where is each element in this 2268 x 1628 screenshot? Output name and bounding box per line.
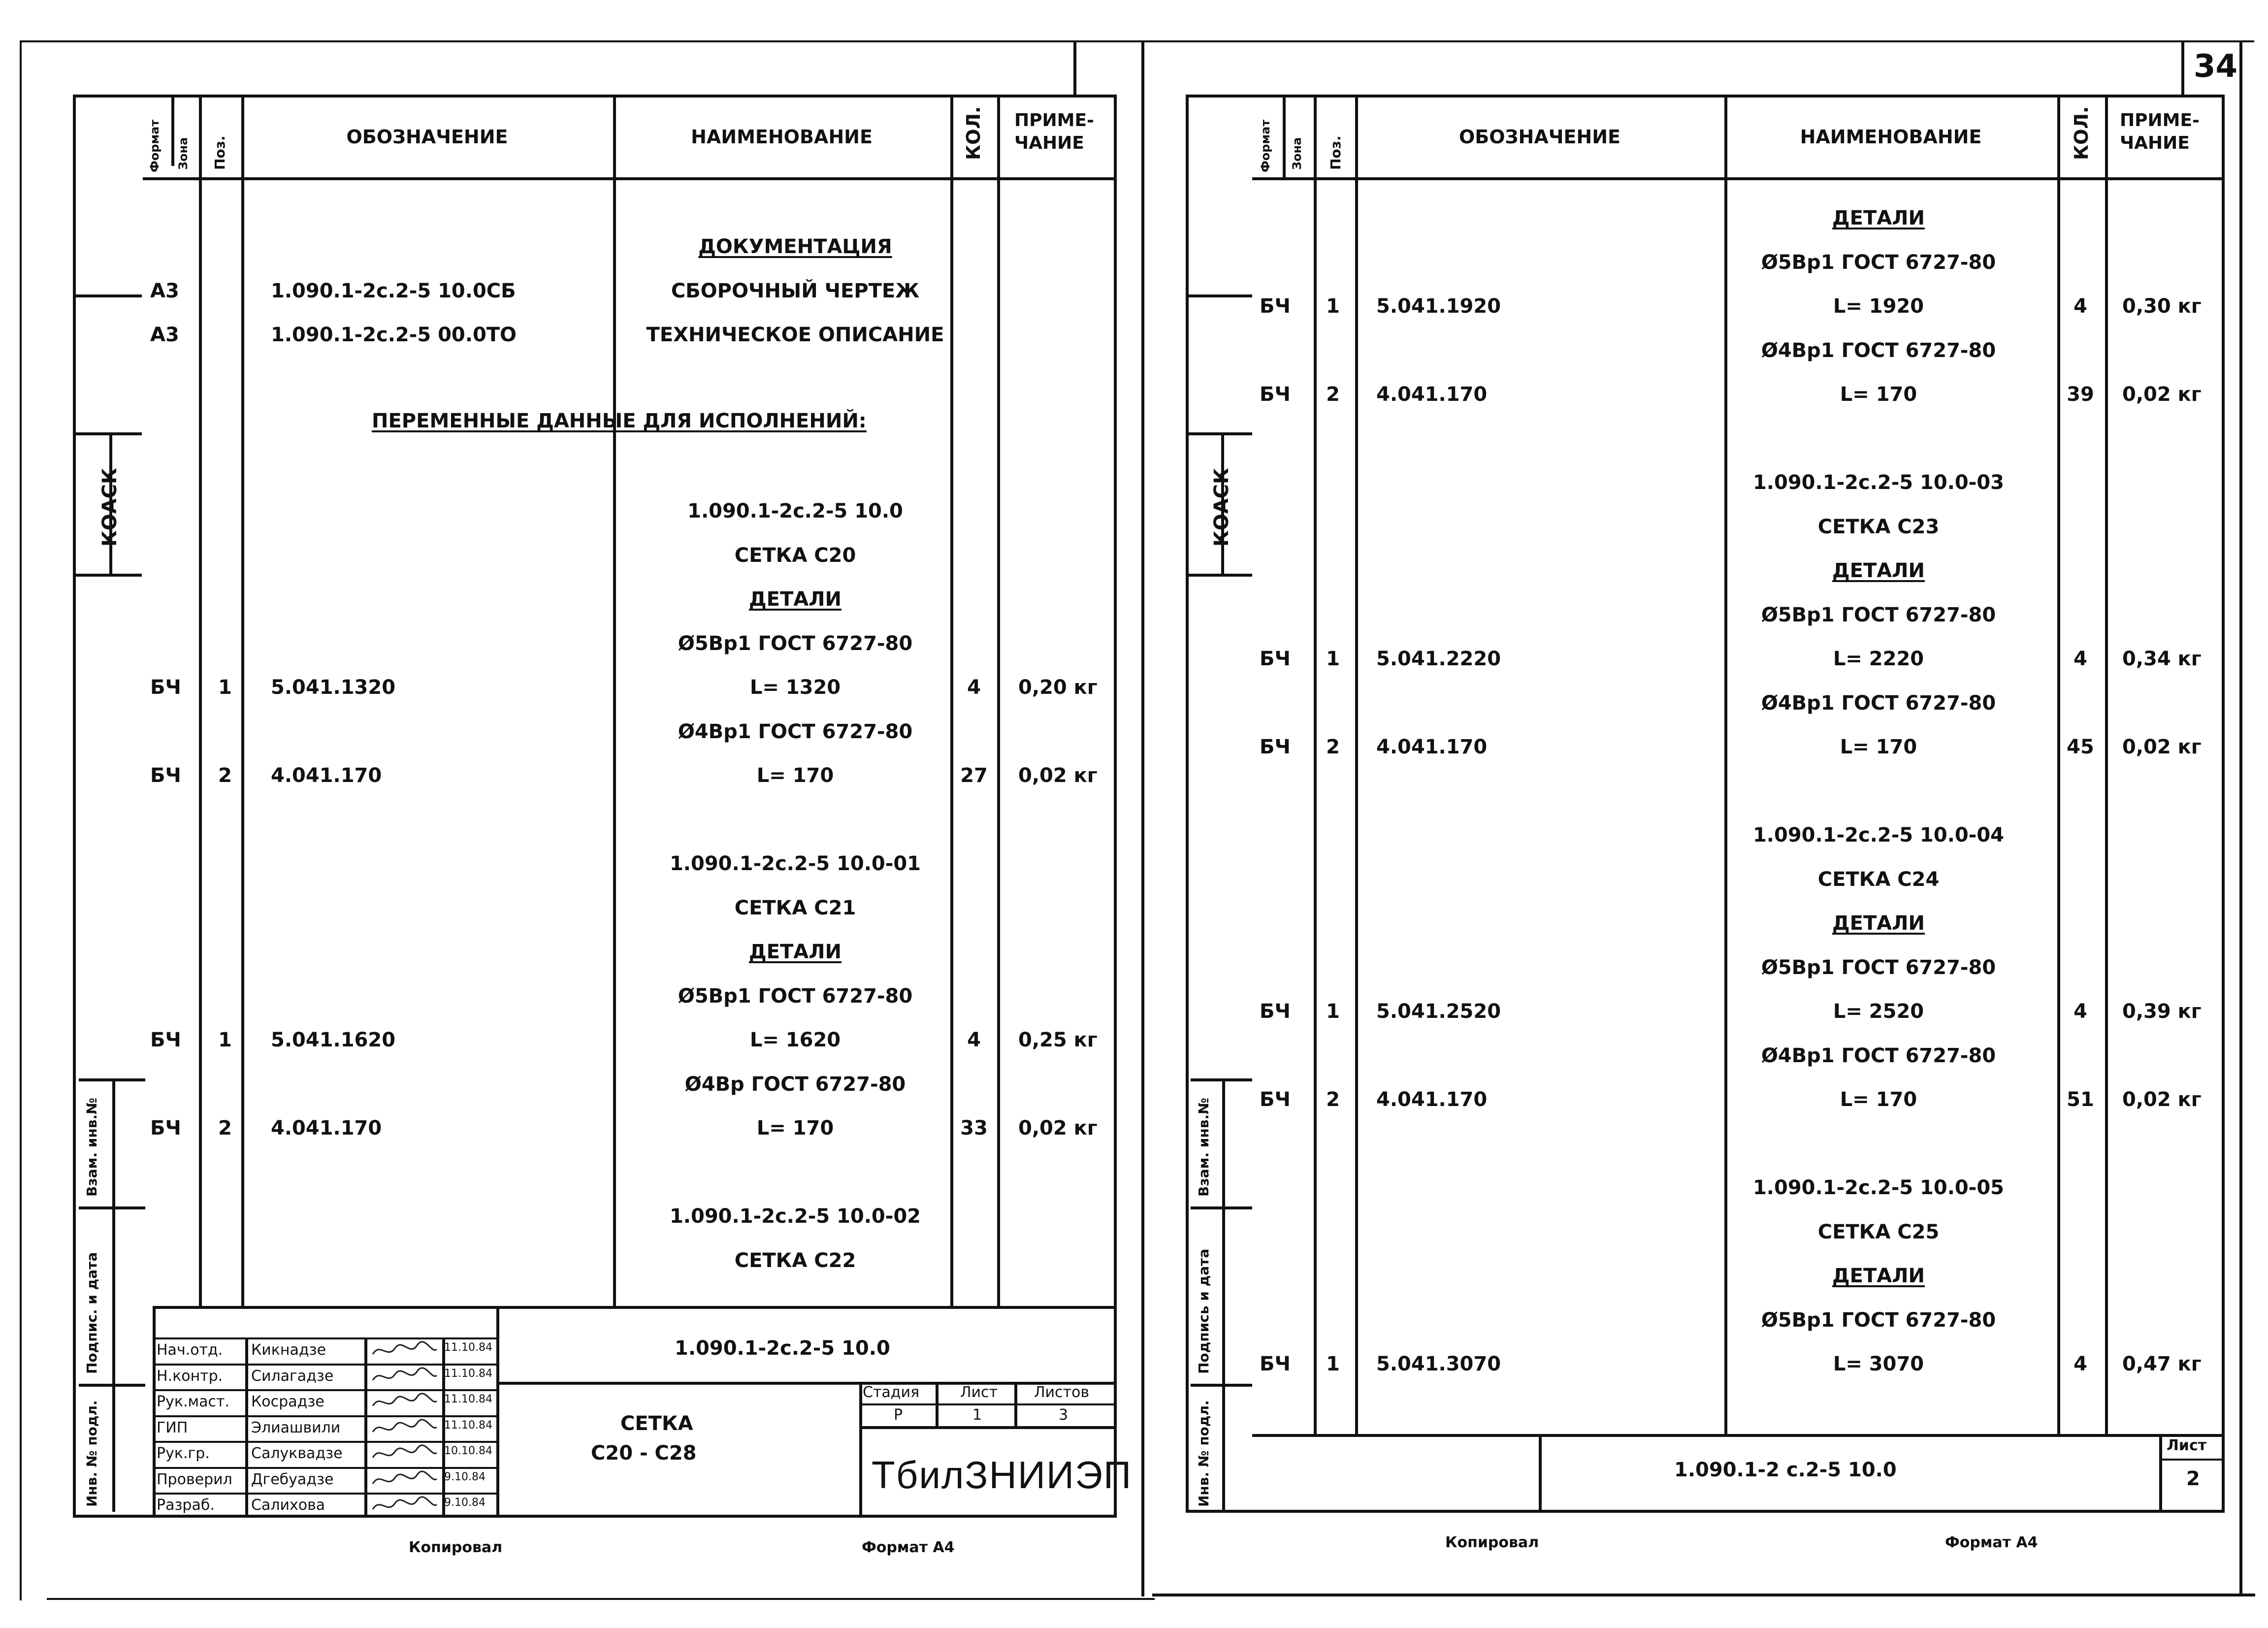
stamp-row-line: [153, 1467, 496, 1469]
row-quantity: 27: [960, 764, 988, 787]
row-name: L= 1320: [749, 676, 841, 699]
stamp-date: 9.10.84: [444, 1470, 486, 1483]
col-line: [1283, 95, 1286, 177]
stamp-sheet-label: Лист: [960, 1384, 998, 1401]
stamp-name: Силагадзе: [251, 1367, 334, 1385]
row-position: 2: [1326, 736, 1340, 758]
header-format: Формат: [148, 119, 162, 172]
stamp-date: 11.10.84: [444, 1341, 492, 1354]
row-name: Ø5Вр1 ГОСТ 6727-80: [1761, 603, 1996, 626]
stamp-sheets: 3: [1059, 1406, 1069, 1424]
header-note: [2120, 109, 2200, 155]
row-name: ДЕТАЛИ: [1832, 559, 1925, 582]
row-designation: 5.041.1620: [271, 1029, 396, 1051]
row-position: 1: [218, 676, 232, 699]
row-name: ДЕТАЛИ: [749, 941, 842, 963]
row-name: L= 170: [1840, 383, 1917, 406]
stamp-role: Проверил: [157, 1470, 232, 1488]
stamp-name: Салуквадзе: [251, 1445, 343, 1462]
row-quantity: 45: [2067, 736, 2094, 758]
row-position: 1: [218, 1029, 232, 1051]
row-name: Ø5Вр1 ГОСТ 6727-80: [1761, 251, 1996, 274]
right-stamp-sheet-label: Лист: [2167, 1437, 2207, 1454]
row-name: СЕТКА С23: [1817, 515, 1940, 538]
row-designation: 4.041.170: [271, 1117, 382, 1140]
header-note-line1: ПРИМЕ-: [2120, 110, 2200, 130]
stamp-line: [859, 1382, 862, 1518]
col-line: [241, 95, 244, 1306]
row-name: 1.090.1-2с.2-5 10.0-05: [1752, 1176, 2005, 1199]
stamp-role: Рук.гр.: [157, 1445, 210, 1462]
row-name: Ø4Вр1 ГОСТ 6727-80: [1761, 339, 1996, 362]
stamp-sheets-label: Листов: [1034, 1384, 1090, 1401]
row-format: БЧ: [1260, 1353, 1291, 1375]
page-edge-top: [1141, 40, 2254, 42]
stamp-name: Кикнадзе: [251, 1341, 326, 1359]
stamp-row-line: [153, 1493, 496, 1495]
row-designation: 1.090.1-2с.2-5 10.0СБ: [271, 279, 516, 302]
row-designation: 5.041.2220: [1376, 648, 1501, 670]
signature-icon: [370, 1495, 439, 1517]
row-format: БЧ: [1260, 295, 1291, 318]
stamp-name: Салихова: [251, 1497, 325, 1514]
stamp-doc-code: 1.090.1-2с.2-5 10.0: [675, 1337, 890, 1360]
stamp-date: 9.10.84: [444, 1497, 486, 1509]
row-designation: 5.041.1320: [271, 676, 396, 699]
stamp-row-line: [153, 1415, 496, 1417]
row-name: Ø4Вр1 ГОСТ 6727-80: [1761, 1044, 1996, 1067]
stamp-row-line: [153, 1364, 496, 1366]
stamp-name: Элиашвили: [251, 1419, 341, 1436]
row-quantity: 33: [960, 1117, 988, 1140]
side-field-vzam: Взам. инв.№: [1196, 1098, 1212, 1197]
right-stamp-sheet: 2: [2186, 1467, 2200, 1490]
header-pos: Поз.: [1328, 135, 1344, 170]
stamp-line: [496, 1306, 499, 1518]
header-zone: Зона: [176, 137, 190, 170]
col-line: [997, 95, 1000, 1306]
row-format: БЧ: [1260, 383, 1291, 406]
side-divider: [1191, 1384, 1252, 1387]
row-format: А3: [150, 279, 179, 302]
row-designation: 5.041.2520: [1376, 1000, 1501, 1023]
row-name: ДЕТАЛИ: [1832, 912, 1925, 935]
header-name: НАИМЕНОВАНИЕ: [691, 126, 873, 148]
row-designation: 4.041.170: [1376, 1088, 1488, 1111]
row-format: БЧ: [1260, 648, 1291, 670]
col-line: [171, 95, 174, 166]
row-format: БЧ: [1260, 736, 1291, 758]
side-label-koask: КОАСК: [98, 468, 121, 547]
row-note: 0,20 кг: [1018, 676, 1098, 699]
side-field-inv: Инв. № подл.: [84, 1400, 100, 1507]
stamp-row-line: [153, 1441, 496, 1443]
side-divider: [1186, 432, 1252, 435]
page-edge-tick: [1073, 40, 1076, 95]
stamp-role: Н.контр.: [157, 1367, 223, 1385]
footer-copied: Копировал: [1445, 1534, 1539, 1551]
stamp-row-line: [153, 1389, 496, 1391]
col-line: [1724, 95, 1727, 1434]
row-note: 0,02 кг: [2122, 383, 2202, 406]
row-note: 0,39 кг: [2122, 1000, 2202, 1023]
signature-icon: [370, 1339, 439, 1362]
row-quantity: 4: [2074, 1353, 2087, 1375]
row-name: Ø5Вр1 ГОСТ 6727-80: [1761, 1308, 1996, 1332]
side-field-inv: Инв. № подл.: [1196, 1400, 1212, 1507]
stamp-stage: Р: [894, 1406, 903, 1424]
row-name: L= 1920: [1833, 295, 1924, 318]
col-line: [1314, 95, 1317, 1434]
row-quantity: 4: [2074, 295, 2087, 318]
row-name: L= 170: [1840, 1088, 1917, 1111]
stamp-row-line: [153, 1337, 496, 1339]
row-name: 1.090.1-2с.2-5 10.0-04: [1752, 824, 2005, 847]
side-field-podpis: Подпись и дата: [1196, 1248, 1212, 1374]
row-name: ТЕХНИЧЕСКОЕ ОПИСАНИЕ: [646, 324, 944, 346]
stamp-line: [496, 1382, 1117, 1385]
page-edge-left: [20, 40, 22, 1600]
col-line: [950, 95, 953, 1306]
header-bottom-line: [143, 177, 1115, 180]
row-name: 1.090.1-2с.2-5 10.0: [687, 500, 903, 522]
row-name: L= 3070: [1833, 1353, 1924, 1375]
stamp-title-line2: С20 - С28: [591, 1442, 697, 1465]
row-name: 1.090.1-2с.2-5 10.0-01: [669, 852, 921, 875]
signature-icon: [370, 1366, 439, 1388]
row-name: L= 170: [756, 1117, 834, 1140]
row-name: СЕТКА С20: [734, 544, 856, 567]
row-designation: 5.041.1920: [1376, 295, 1501, 318]
header-note-line1: ПРИМЕ-: [1014, 110, 1094, 130]
row-quantity: 4: [2074, 1000, 2087, 1023]
page-edge-right: [2239, 42, 2242, 1594]
left-frame: [73, 95, 1117, 1518]
header-designation: ОБОЗНАЧЕНИЕ: [346, 126, 508, 148]
row-format: БЧ: [150, 764, 181, 787]
stamp-date: 11.10.84: [444, 1367, 492, 1380]
col-line: [613, 95, 616, 1306]
stamp-stage-label: Стадия: [863, 1384, 920, 1401]
side-divider-v: [112, 1078, 115, 1512]
page-edge-bottom: [1152, 1594, 2255, 1596]
side-divider: [1186, 574, 1252, 577]
stamp-line: [1539, 1434, 1542, 1513]
row-position: 1: [1326, 295, 1340, 318]
row-note: 0,02 кг: [1018, 1117, 1098, 1140]
row-position: 1: [1326, 1000, 1340, 1023]
row-name: СБОРОЧНЫЙ ЧЕРТЕЖ: [671, 279, 920, 302]
row-position: 2: [218, 1117, 232, 1140]
header-designation: ОБОЗНАЧЕНИЕ: [1458, 126, 1620, 148]
row-designation: 4.041.170: [1376, 383, 1488, 406]
signature-icon: [370, 1417, 439, 1440]
stamp-date: 11.10.84: [444, 1419, 492, 1432]
side-divider-v: [1222, 1078, 1225, 1512]
side-label-koask: КОАСК: [1210, 468, 1233, 547]
row-name: L= 1620: [749, 1029, 841, 1051]
corner-page-number: 34: [2194, 48, 2238, 85]
row-name: 1.090.1-2с.2-5 10.0-02: [669, 1205, 921, 1228]
row-format: БЧ: [150, 1029, 181, 1051]
row-designation: 1.090.1-2с.2-5 00.0ТО: [271, 324, 517, 346]
stamp-line: [859, 1426, 1117, 1429]
stamp-title-line1: СЕТКА: [620, 1412, 693, 1435]
row-name: L= 2220: [1833, 648, 1924, 670]
side-divider: [1186, 294, 1252, 297]
footer-copied: Копировал: [409, 1539, 503, 1556]
signature-icon: [370, 1443, 439, 1465]
side-field-vzam: Взам. инв.№: [84, 1098, 100, 1197]
row-position: 2: [218, 764, 232, 787]
side-divider: [73, 294, 142, 297]
row-quantity: 51: [2067, 1088, 2094, 1111]
header-format: Формат: [1259, 119, 1272, 172]
page-edge-left: [1141, 40, 1144, 1596]
stamp-sheet: 1: [972, 1406, 982, 1424]
row-name: СЕТКА С22: [734, 1249, 856, 1272]
row-format: БЧ: [1260, 1088, 1291, 1111]
signature-icon: [370, 1391, 439, 1414]
header-name: НАИМЕНОВАНИЕ: [1800, 126, 1982, 148]
row-format: БЧ: [1260, 1000, 1291, 1023]
stamp-name: Дгебуадзе: [251, 1470, 334, 1488]
row-note: 0,02 кг: [2122, 736, 2202, 758]
row-name: L= 170: [756, 764, 834, 787]
row-note: 0,34 кг: [2122, 648, 2202, 670]
row-format: БЧ: [150, 676, 181, 699]
col-line: [2057, 95, 2060, 1434]
row-note: 0,30 кг: [2122, 295, 2202, 318]
row-note: 0,25 кг: [1018, 1029, 1098, 1051]
row-name: Ø4Вр ГОСТ 6727-80: [684, 1073, 906, 1096]
row-quantity: 39: [2067, 383, 2094, 406]
stamp-role: Разраб.: [157, 1497, 215, 1514]
stamp-name: Косрадзе: [251, 1393, 324, 1410]
row-name: Ø4Вр1 ГОСТ 6727-80: [678, 720, 913, 743]
row-position: 1: [1326, 648, 1340, 670]
stamp-line: [2159, 1459, 2225, 1461]
footer-format: Формат А4: [1945, 1534, 2038, 1551]
row-name: ДОКУМЕНТАЦИЯ: [698, 235, 892, 258]
row-name: Ø4Вр1 ГОСТ 6727-80: [1761, 691, 1996, 715]
header-bottom-line: [1252, 177, 2225, 180]
row-name: L= 170: [1840, 736, 1917, 758]
row-designation: 5.041.3070: [1376, 1353, 1501, 1375]
header-pos: Поз.: [212, 135, 228, 170]
header-note-line2: ЧАНИЕ: [2120, 133, 2190, 153]
row-name: 1.090.1-2с.2-5 10.0-03: [1752, 471, 2005, 494]
header-zone: Зона: [1290, 137, 1304, 170]
page-edge-bottom: [47, 1598, 1155, 1600]
header-qty: КОЛ.: [2071, 106, 2092, 160]
stamp-line: [2159, 1434, 2162, 1513]
side-divider: [1191, 1206, 1252, 1209]
row-name: Ø5Вр1 ГОСТ 6727-80: [1761, 956, 1996, 979]
side-field-podpis: Подпис. и дата: [84, 1252, 100, 1374]
header-qty: КОЛ.: [963, 106, 984, 160]
row-quantity: 4: [967, 1029, 981, 1051]
stamp-date: 10.10.84: [444, 1445, 492, 1457]
row-name: СЕТКА С25: [1817, 1220, 1940, 1243]
row-format: А3: [150, 324, 179, 346]
right-frame: [1186, 95, 2225, 1513]
row-position: 1: [1326, 1353, 1340, 1375]
footer-format: Формат А4: [862, 1539, 955, 1556]
stamp-role: Рук.маст.: [157, 1393, 230, 1410]
row-note: 0,02 кг: [1018, 764, 1098, 787]
row-quantity: 4: [967, 676, 981, 699]
stamp-line: [859, 1403, 1117, 1405]
row-format: БЧ: [150, 1117, 181, 1140]
header-note: [1014, 109, 1094, 155]
row-note: 0,47 кг: [2122, 1353, 2202, 1375]
right-stamp-doc-code: 1.090.1-2 с.2-5 10.0: [1674, 1459, 1897, 1481]
stamp-role: ГИП: [157, 1419, 188, 1436]
stamp-date: 11.10.84: [444, 1393, 492, 1405]
side-divider: [73, 432, 142, 435]
col-line: [2105, 95, 2108, 1434]
col-line: [199, 95, 202, 1306]
header-note-line2: ЧАНИЕ: [1014, 133, 1084, 153]
row-position: 2: [1326, 1088, 1340, 1111]
row-name: СЕТКА С24: [1817, 868, 1940, 891]
corner-box-line: [2181, 42, 2184, 95]
row-name: ДЕТАЛИ: [1832, 1265, 1925, 1287]
stamp-top-line: [153, 1306, 1117, 1309]
row-position: 2: [1326, 383, 1340, 406]
row-name: L= 2520: [1833, 1000, 1924, 1023]
row-note: 0,02 кг: [2122, 1088, 2202, 1111]
row-name: ДЕТАЛИ: [1832, 207, 1925, 229]
org-logo: ТбилЗНИИЭП: [872, 1453, 1133, 1497]
stamp-role: Нач.отд.: [157, 1341, 223, 1359]
row-name: Ø5Вр1 ГОСТ 6727-80: [678, 632, 913, 655]
row-designation: 4.041.170: [1376, 736, 1488, 758]
row-name: СЕТКА С21: [734, 896, 856, 919]
signature-icon: [370, 1469, 439, 1492]
page-edge-top: [20, 40, 1142, 42]
section-heading: ПЕРЕМЕННЫЕ ДАННЫЕ ДЛЯ ИСПОЛНЕНИЙ:: [372, 410, 867, 432]
row-name: ДЕТАЛИ: [749, 588, 842, 611]
col-line: [1355, 95, 1358, 1434]
side-divider: [1191, 1078, 1252, 1081]
side-divider: [73, 574, 142, 577]
row-name: Ø5Вр1 ГОСТ 6727-80: [678, 984, 913, 1008]
row-quantity: 4: [2074, 648, 2087, 670]
row-designation: 4.041.170: [271, 764, 382, 787]
stamp-top-line: [1252, 1434, 2225, 1437]
